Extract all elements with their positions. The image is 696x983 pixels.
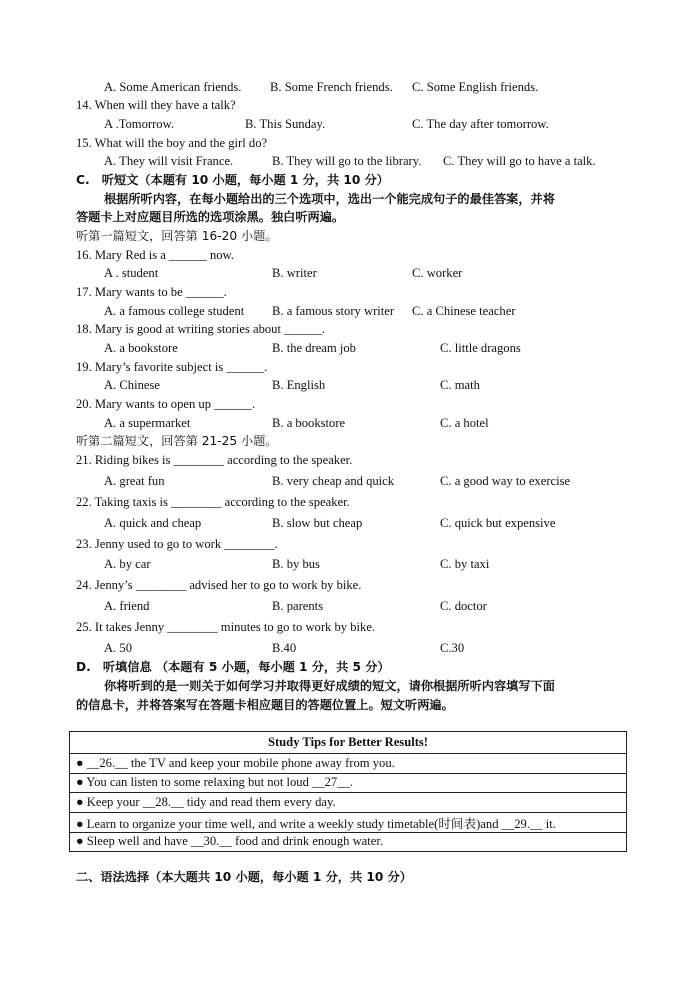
question-stem: 16. Mary Red is a ______ now.: [76, 248, 234, 262]
study-tips-table: [69, 731, 627, 852]
option-c: C. math: [440, 378, 480, 392]
table-row: ● Learn to organize your time well, and write a weekly study timetable(时间表)and __29.__ it.: [70, 812, 627, 832]
option-a: A. a famous college student: [104, 304, 245, 318]
table-title: Study Tips for Better Results!: [70, 732, 627, 754]
option-b: B. writer: [272, 266, 317, 280]
question-stem: 25. It takes Jenny ________ minutes to go to work by bike.: [76, 620, 376, 634]
option-b: B. Some French friends.: [270, 80, 393, 94]
part-2-title: 二、语法选择（本大题共 10 小题，每小题 1 分，共 10 分）: [76, 870, 412, 884]
option-a: A. Some American friends.: [104, 80, 242, 94]
option-a: A. 50: [104, 641, 132, 655]
section-c-title: C. 听短文（本题有 10 小题，每小题 1 分，共 10 分）: [76, 173, 389, 187]
table-row: ● __26.__ the TV and keep your mobile phone away from you.: [70, 754, 627, 774]
option-c: C. quick but expensive: [440, 516, 556, 530]
option-a: A. great fun: [104, 474, 165, 488]
question-stem: 22. Taking taxis is ________ according to the speaker.: [76, 495, 350, 509]
section-d-instruction: 的信息卡，并将答案写在答题卡相应题目的答题位置上。短文听两遍。: [76, 698, 454, 712]
option-b: B. a bookstore: [272, 416, 346, 430]
option-b: B. by bus: [272, 557, 320, 571]
option-b: B.40: [272, 641, 297, 655]
question-stem: 17. Mary wants to be ______.: [76, 285, 227, 299]
question-stem: 19. Mary’s favorite subject is ______.: [76, 360, 268, 374]
option-b: B. very cheap and quick: [272, 474, 395, 488]
question-stem: 20. Mary wants to open up ______.: [76, 397, 256, 411]
option-b: B. English: [272, 378, 326, 392]
question-stem: 18. Mary is good at writing stories about ______.: [76, 322, 326, 336]
option-c: C. a hotel: [440, 416, 489, 430]
table-row: ● Keep your __28.__ tidy and read them every day.: [70, 793, 627, 813]
option-a: A .Tomorrow.: [104, 117, 175, 131]
option-c: C.30: [440, 641, 465, 655]
passage-2-heading: 听第二篇短文，回答第 21-25 小题。: [76, 434, 278, 448]
option-a: A. by car: [104, 557, 151, 571]
option-c: C. They will go to have a talk.: [443, 154, 596, 168]
option-b: B. the dream job: [272, 341, 356, 355]
option-a: A. friend: [104, 599, 150, 613]
option-a: A. a supermarket: [104, 416, 191, 430]
option-b: B. slow but cheap: [272, 516, 363, 530]
option-b: B. This Sunday.: [245, 117, 326, 131]
section-d-instruction: 你将听到的是一则关于如何学习并取得更好成绩的短文，请你根据所听内容填写下面: [104, 679, 555, 693]
section-d-title: D. 听填信息 （本题有 5 小题，每小题 1 分，共 5 分）: [76, 660, 390, 674]
section-c-instruction: 答题卡上对应题目所选的选项涂黑。独白听两遍。: [76, 210, 345, 224]
option-a: A. a bookstore: [104, 341, 178, 355]
passage-1-heading: 听第一篇短文，回答第 16-20 小题。: [76, 229, 278, 243]
option-a: A. quick and cheap: [104, 516, 202, 530]
question-stem: 15. What will the boy and the girl do?: [76, 136, 268, 150]
option-c: C. The day after tomorrow.: [412, 117, 549, 131]
option-c: C. doctor: [440, 599, 487, 613]
question-stem: 23. Jenny used to go to work ________.: [76, 537, 278, 551]
option-c: C. a Chinese teacher: [412, 304, 516, 318]
question-stem: 24. Jenny’s ________ advised her to go to work by bike.: [76, 578, 362, 592]
section-c-instruction: 根据所听内容，在每小题给出的三个选项中，选出一个能完成句子的最佳答案，并将: [104, 192, 555, 206]
option-c: C. worker: [412, 266, 463, 280]
question-stem: 21. Riding bikes is ________ according to the speaker.: [76, 453, 353, 467]
table-row: ● You can listen to some relaxing but not loud __27__.: [70, 773, 627, 793]
option-c: C. by taxi: [440, 557, 490, 571]
option-b: B. They will go to the library.: [272, 154, 422, 168]
option-b: B. parents: [272, 599, 324, 613]
option-c: C. a good way to exercise: [440, 474, 571, 488]
option-c: C. Some English friends.: [412, 80, 539, 94]
option-a: A. They will visit France.: [104, 154, 234, 168]
option-b: B. a famous story writer: [272, 304, 395, 318]
option-c: C. little dragons: [440, 341, 521, 355]
option-a: A. Chinese: [104, 378, 160, 392]
table-row: ● Sleep well and have __30.__ food and drink enough water.: [70, 832, 627, 852]
question-stem: 14. When will they have a talk?: [76, 98, 236, 112]
option-a: A . student: [104, 266, 159, 280]
